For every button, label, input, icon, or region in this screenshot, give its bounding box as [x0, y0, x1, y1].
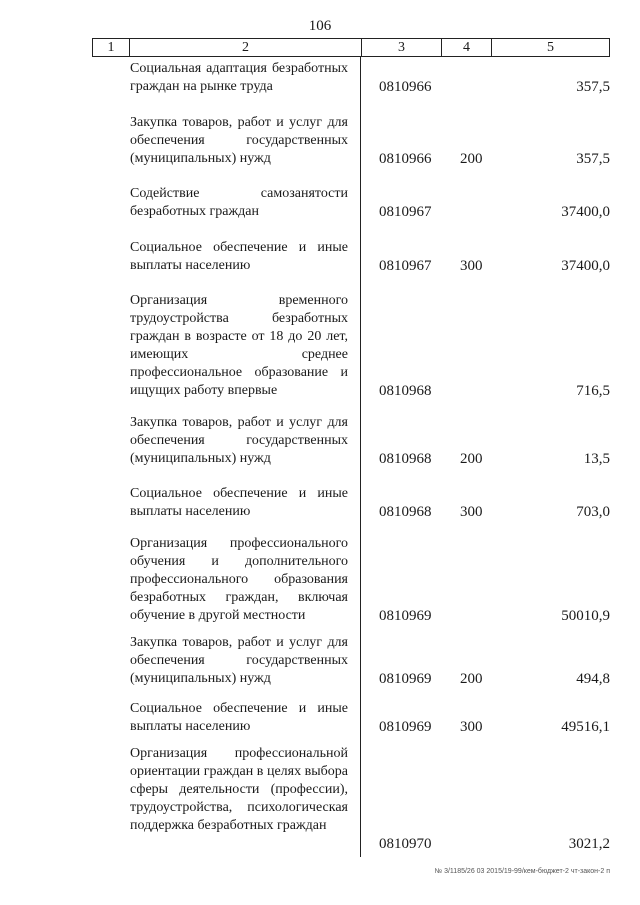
row-description: Организация временного трудоустройства безработных граждан в возрасте от 18 до 20 лет, имеющих среднее профессиональное образование и ищущих работу впервые	[130, 293, 348, 398]
row-amount: 50010,9	[561, 608, 610, 624]
row-amount: 494,8	[576, 671, 610, 687]
row-type: 200	[460, 451, 483, 467]
row-code: 0810969	[379, 671, 432, 687]
row-code: 0810967	[379, 204, 432, 220]
row-code: 0810968	[379, 451, 432, 467]
row-description: Закупка товаров, работ и услуг для обеспечения государственных (муниципальных) нужд	[130, 635, 348, 686]
row-code: 0810967	[379, 258, 432, 274]
document-footer: № 3/1185/26 03 2015/19-99/кем-бюджет-2 чт-закон-2 п	[434, 868, 610, 875]
row-description: Организация профессиональной ориентации граждан в целях выбора сферы деятельности (профессии), трудоустройства, психологическая поддержка безработных граждан	[130, 746, 348, 833]
row-amount: 716,5	[576, 383, 610, 399]
table-header	[92, 38, 610, 57]
row-type: 200	[460, 151, 483, 167]
column-divider	[360, 57, 361, 857]
row-description: Социальное обеспечение и иные выплаты населению	[130, 701, 348, 734]
row-amount: 49516,1	[561, 719, 610, 735]
row-code: 0810970	[379, 836, 432, 852]
row-description: Социальное обеспечение и иные выплаты населению	[130, 486, 348, 519]
row-amount: 37400,0	[561, 258, 610, 274]
row-amount: 37400,0	[561, 204, 610, 220]
row-description: Социальная адаптация безработных граждан на рынке труда	[130, 61, 348, 94]
row-amount: 357,5	[576, 151, 610, 167]
column-header-4: 4	[441, 39, 491, 56]
row-code: 0810969	[379, 719, 432, 735]
row-amount: 13,5	[583, 451, 610, 467]
column-header-2: 2	[129, 39, 361, 56]
row-type: 200	[460, 671, 483, 687]
column-header-3: 3	[361, 39, 441, 56]
row-code: 0810968	[379, 504, 432, 520]
row-code: 0810966	[379, 151, 432, 167]
row-type: 300	[460, 719, 483, 735]
row-amount: 3021,2	[568, 836, 610, 852]
row-type: 300	[460, 504, 483, 520]
page-number: 106	[308, 18, 332, 34]
row-description: Организация профессионального обучения и дополнительного профессионального образования безработных граждан, включая обучение в другой местности	[130, 536, 348, 623]
row-code: 0810969	[379, 608, 432, 624]
row-type: 300	[460, 258, 483, 274]
row-description: Содействие самозанятости безработных граждан	[130, 186, 348, 219]
row-amount: 357,5	[576, 79, 610, 95]
row-code: 0810968	[379, 383, 432, 399]
row-description: Закупка товаров, работ и услуг для обеспечения государственных (муниципальных) нужд	[130, 115, 348, 166]
column-header-1: 1	[107, 40, 115, 55]
row-amount: 703,0	[576, 504, 610, 520]
column-header-5: 5	[491, 39, 609, 56]
row-code: 0810966	[379, 79, 432, 95]
row-description: Социальное обеспечение и иные выплаты населению	[130, 240, 348, 273]
row-description: Закупка товаров, работ и услуг для обеспечения государственных (муниципальных) нужд	[130, 415, 348, 466]
